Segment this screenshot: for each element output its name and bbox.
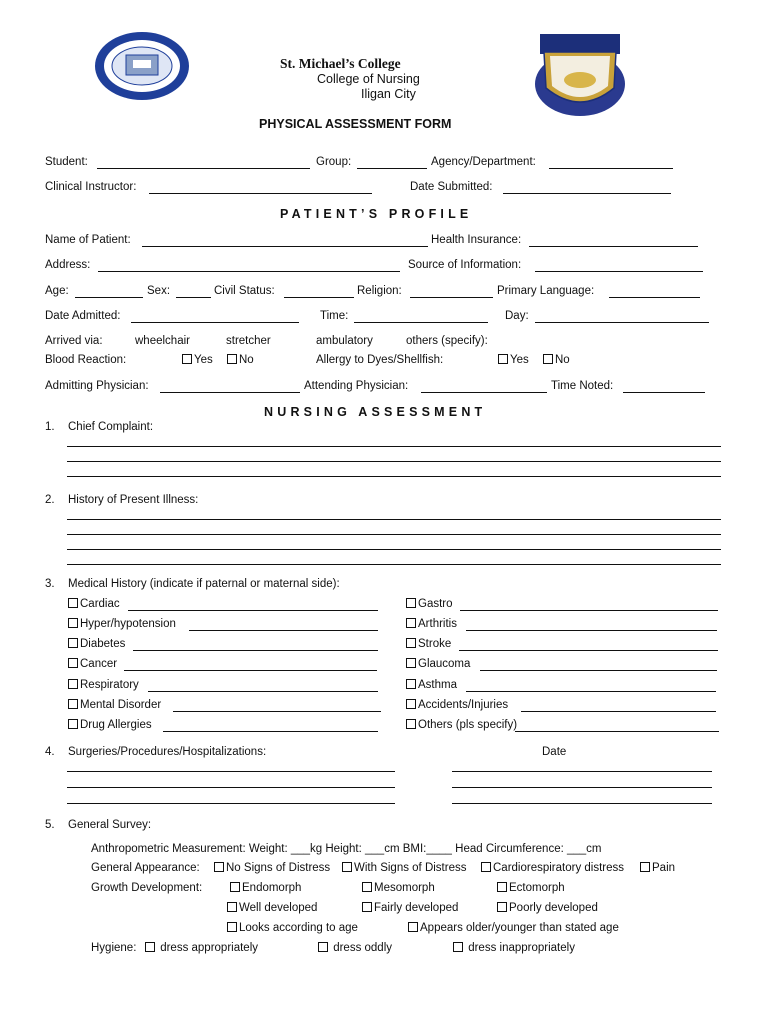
source-label: Source of Information: <box>408 259 522 271</box>
growth-poorly-developed[interactable]: Poorly developed <box>497 902 598 914</box>
chief-complaint-line-1[interactable] <box>67 446 721 447</box>
checkbox-icon <box>453 942 463 952</box>
history-diabetes[interactable]: Diabetes <box>68 638 125 650</box>
hpi-line-1[interactable] <box>67 519 721 520</box>
history-gastro[interactable]: Gastro <box>406 598 453 610</box>
nursing-crest-logo <box>530 30 630 118</box>
attending-physician-field[interactable] <box>421 392 547 393</box>
hpi-line-2[interactable] <box>67 534 721 535</box>
growth-ectomorph[interactable]: Ectomorph <box>497 882 565 894</box>
growth-well-developed[interactable]: Well developed <box>227 902 317 914</box>
surgeries-date-line-2[interactable] <box>452 787 712 788</box>
item-number-5: 5. <box>45 819 55 831</box>
time-label: Time: <box>320 310 349 322</box>
attending-physician-label: Attending Physician: <box>304 380 409 392</box>
hygiene-oddly[interactable]: dress oddly <box>318 942 392 954</box>
history-cardiac-line[interactable] <box>128 610 378 611</box>
arrival-option-ambulatory[interactable]: ambulatory <box>316 335 373 347</box>
history-mental-disorder[interactable]: Mental Disorder <box>68 699 161 711</box>
allergy-yes[interactable]: Yes <box>498 354 529 366</box>
checkbox-icon <box>408 922 418 932</box>
history-present-illness-label: History of Present Illness: <box>68 494 199 506</box>
arrived-via-label: Arrived via: <box>45 335 103 347</box>
checkbox-icon <box>362 902 372 912</box>
checkbox-icon <box>182 354 192 364</box>
growth-looks-according-age[interactable]: Looks according to age <box>227 922 358 934</box>
student-field[interactable] <box>97 168 310 169</box>
history-stroke[interactable]: Stroke <box>406 638 451 650</box>
checkbox-icon <box>406 699 416 709</box>
day-field[interactable] <box>535 322 709 323</box>
checkbox-icon <box>227 902 237 912</box>
general-appearance-label: General Appearance: <box>91 862 200 874</box>
group-label: Group: <box>316 156 352 168</box>
health-insurance-label: Health Insurance: <box>431 234 522 246</box>
history-hypertension[interactable]: Hyper/hypotension <box>68 618 176 630</box>
day-label: Day: <box>505 310 529 322</box>
date-admitted-label: Date Admitted: <box>45 310 121 322</box>
medical-history-label: Medical History (indicate if paternal or maternal side): <box>68 578 340 590</box>
history-cancer-line[interactable] <box>124 670 377 671</box>
history-arthritis-line[interactable] <box>466 630 717 631</box>
date-submitted-field[interactable] <box>503 193 671 194</box>
patient-name-field[interactable] <box>142 246 428 247</box>
school-seal-logo <box>93 30 191 102</box>
history-mental-disorder-line[interactable] <box>173 711 381 712</box>
allergy-label: Allergy to Dyes/Shellfish: <box>316 354 444 366</box>
anthropometric-measurement: Anthropometric Measurement: Weight: ___kg Height: ___cm BMI:____ Head Circumference: ___cm <box>91 843 602 855</box>
health-insurance-field[interactable] <box>529 246 698 247</box>
history-hypertension-line[interactable] <box>189 630 378 631</box>
age-field[interactable] <box>75 297 143 298</box>
patient-profile-heading: PATIENT’S PROFILE <box>280 207 473 221</box>
checkbox-icon <box>406 618 416 628</box>
address-label: Address: <box>45 259 91 271</box>
checkbox-icon <box>68 618 78 628</box>
appearance-no-distress[interactable]: No Signs of Distress <box>214 862 330 874</box>
sex-field[interactable] <box>176 297 211 298</box>
checkbox-icon <box>318 942 328 952</box>
blood-reaction-label: Blood Reaction: <box>45 354 127 366</box>
checkbox-icon <box>230 882 240 892</box>
civil-status-label: Civil Status: <box>214 285 275 297</box>
date-submitted-label: Date Submitted: <box>410 181 493 193</box>
checkbox-icon <box>227 354 237 364</box>
checkbox-icon <box>342 862 352 872</box>
arrival-option-stretcher[interactable]: stretcher <box>226 335 271 347</box>
hygiene-label: Hygiene: <box>91 942 137 954</box>
checkbox-icon <box>406 719 416 729</box>
age-label: Age: <box>45 285 69 297</box>
appearance-with-distress[interactable]: With Signs of Distress <box>342 862 466 874</box>
admitting-physician-label: Admitting Physician: <box>45 380 149 392</box>
checkbox-icon <box>68 699 78 709</box>
address-field[interactable] <box>98 271 400 272</box>
agency-label: Agency/Department: <box>431 156 536 168</box>
appearance-pain[interactable]: Pain <box>640 862 675 874</box>
sex-label: Sex: <box>147 285 171 297</box>
arrival-option-others[interactable]: others (specify): <box>406 335 488 347</box>
checkbox-icon <box>497 882 507 892</box>
religion-field[interactable] <box>410 297 493 298</box>
history-accidents-line[interactable] <box>521 711 716 712</box>
student-label: Student: <box>45 156 88 168</box>
checkbox-icon <box>406 638 416 648</box>
admitting-physician-field[interactable] <box>160 392 300 393</box>
checkbox-icon <box>214 862 224 872</box>
history-diabetes-line[interactable] <box>133 650 378 651</box>
history-arthritis[interactable]: Arthritis <box>406 618 457 630</box>
checkbox-icon <box>406 679 416 689</box>
allergy-no[interactable]: No <box>543 354 570 366</box>
hpi-line-3[interactable] <box>67 549 721 550</box>
blood-reaction-no[interactable]: No <box>227 354 254 366</box>
history-others[interactable]: Others (pls specify) <box>406 719 517 731</box>
hygiene-appropriately[interactable]: dress appropriately <box>145 942 258 954</box>
surgeries-line-2[interactable] <box>67 787 395 788</box>
date-admitted-field[interactable] <box>131 322 299 323</box>
blood-reaction-yes[interactable]: Yes <box>182 354 213 366</box>
checkbox-icon <box>68 719 78 729</box>
form-title: PHYSICAL ASSESSMENT FORM <box>259 117 452 131</box>
checkbox-icon <box>145 942 155 952</box>
religion-label: Religion: <box>357 285 402 297</box>
surgeries-line-1[interactable] <box>67 771 395 772</box>
history-accidents[interactable]: Accidents/Injuries <box>406 699 508 711</box>
surgeries-label: Surgeries/Procedures/Hospitalizations: <box>68 746 267 758</box>
history-glaucoma[interactable]: Glaucoma <box>406 658 470 670</box>
checkbox-icon <box>543 354 553 364</box>
surgeries-line-3[interactable] <box>67 803 395 804</box>
history-asthma-line[interactable] <box>466 691 716 692</box>
surgeries-date-line-1[interactable] <box>452 771 712 772</box>
clinical-instructor-label: Clinical Instructor: <box>45 181 137 193</box>
history-glaucoma-line[interactable] <box>480 670 717 671</box>
general-survey-label: General Survey: <box>68 819 152 831</box>
checkbox-icon <box>362 882 372 892</box>
item-number-4: 4. <box>45 746 55 758</box>
checkbox-icon <box>406 658 416 668</box>
time-noted-field[interactable] <box>623 392 705 393</box>
primary-language-field[interactable] <box>609 297 700 298</box>
growth-development-label: Growth Development: <box>91 882 203 894</box>
history-stroke-line[interactable] <box>459 650 718 651</box>
primary-language-label: Primary Language: <box>497 285 595 297</box>
patient-name-label: Name of Patient: <box>45 234 131 246</box>
surgeries-date-line-3[interactable] <box>452 803 712 804</box>
item-number-1: 1. <box>45 421 55 433</box>
chief-complaint-line-2[interactable] <box>67 461 721 462</box>
arrival-option-wheelchair[interactable]: wheelchair <box>135 335 190 347</box>
hpi-line-4[interactable] <box>67 564 721 565</box>
history-cancer[interactable]: Cancer <box>68 658 117 670</box>
checkbox-icon <box>640 862 650 872</box>
history-asthma[interactable]: Asthma <box>406 679 457 691</box>
history-gastro-line[interactable] <box>460 610 718 611</box>
checkbox-icon <box>406 598 416 608</box>
appearance-cardiorespiratory[interactable]: Cardiorespiratory distress <box>481 862 624 874</box>
surgeries-date-label: Date <box>542 746 567 758</box>
history-drug-allergies-line[interactable] <box>163 731 378 732</box>
nursing-assessment-heading: NURSING ASSESSMENT <box>264 405 487 419</box>
civil-status-field[interactable] <box>284 297 354 298</box>
history-respiratory[interactable]: Respiratory <box>68 679 139 691</box>
group-field[interactable] <box>357 168 427 169</box>
history-cardiac[interactable]: Cardiac <box>68 598 120 610</box>
checkbox-icon <box>68 679 78 689</box>
checkbox-icon <box>227 922 237 932</box>
city-name: Iligan City <box>361 87 416 101</box>
clinical-instructor-field[interactable] <box>149 193 372 194</box>
checkbox-icon <box>481 862 491 872</box>
school-name: St. Michael’s College <box>280 56 401 71</box>
checkbox-icon <box>68 638 78 648</box>
growth-fairly-developed[interactable]: Fairly developed <box>362 902 458 914</box>
history-respiratory-line[interactable] <box>148 691 378 692</box>
checkbox-icon <box>68 658 78 668</box>
agency-field[interactable] <box>549 168 673 169</box>
source-field[interactable] <box>535 271 703 272</box>
checkbox-icon <box>497 902 507 912</box>
time-field[interactable] <box>354 322 488 323</box>
item-number-3: 3. <box>45 578 55 590</box>
chief-complaint-label: Chief Complaint: <box>68 421 154 433</box>
growth-endomorph[interactable]: Endomorph <box>230 882 301 894</box>
growth-mesomorph[interactable]: Mesomorph <box>362 882 435 894</box>
item-number-2: 2. <box>45 494 55 506</box>
college-name: College of Nursing <box>317 72 420 86</box>
checkbox-icon <box>68 598 78 608</box>
history-others-line[interactable] <box>515 731 719 732</box>
growth-appears-older-younger[interactable]: Appears older/younger than stated age <box>408 922 619 934</box>
chief-complaint-line-3[interactable] <box>67 476 721 477</box>
time-noted-label: Time Noted: <box>551 380 614 392</box>
history-drug-allergies[interactable]: Drug Allergies <box>68 719 152 731</box>
checkbox-icon <box>498 354 508 364</box>
hygiene-inappropriately[interactable]: dress inappropriately <box>453 942 575 954</box>
